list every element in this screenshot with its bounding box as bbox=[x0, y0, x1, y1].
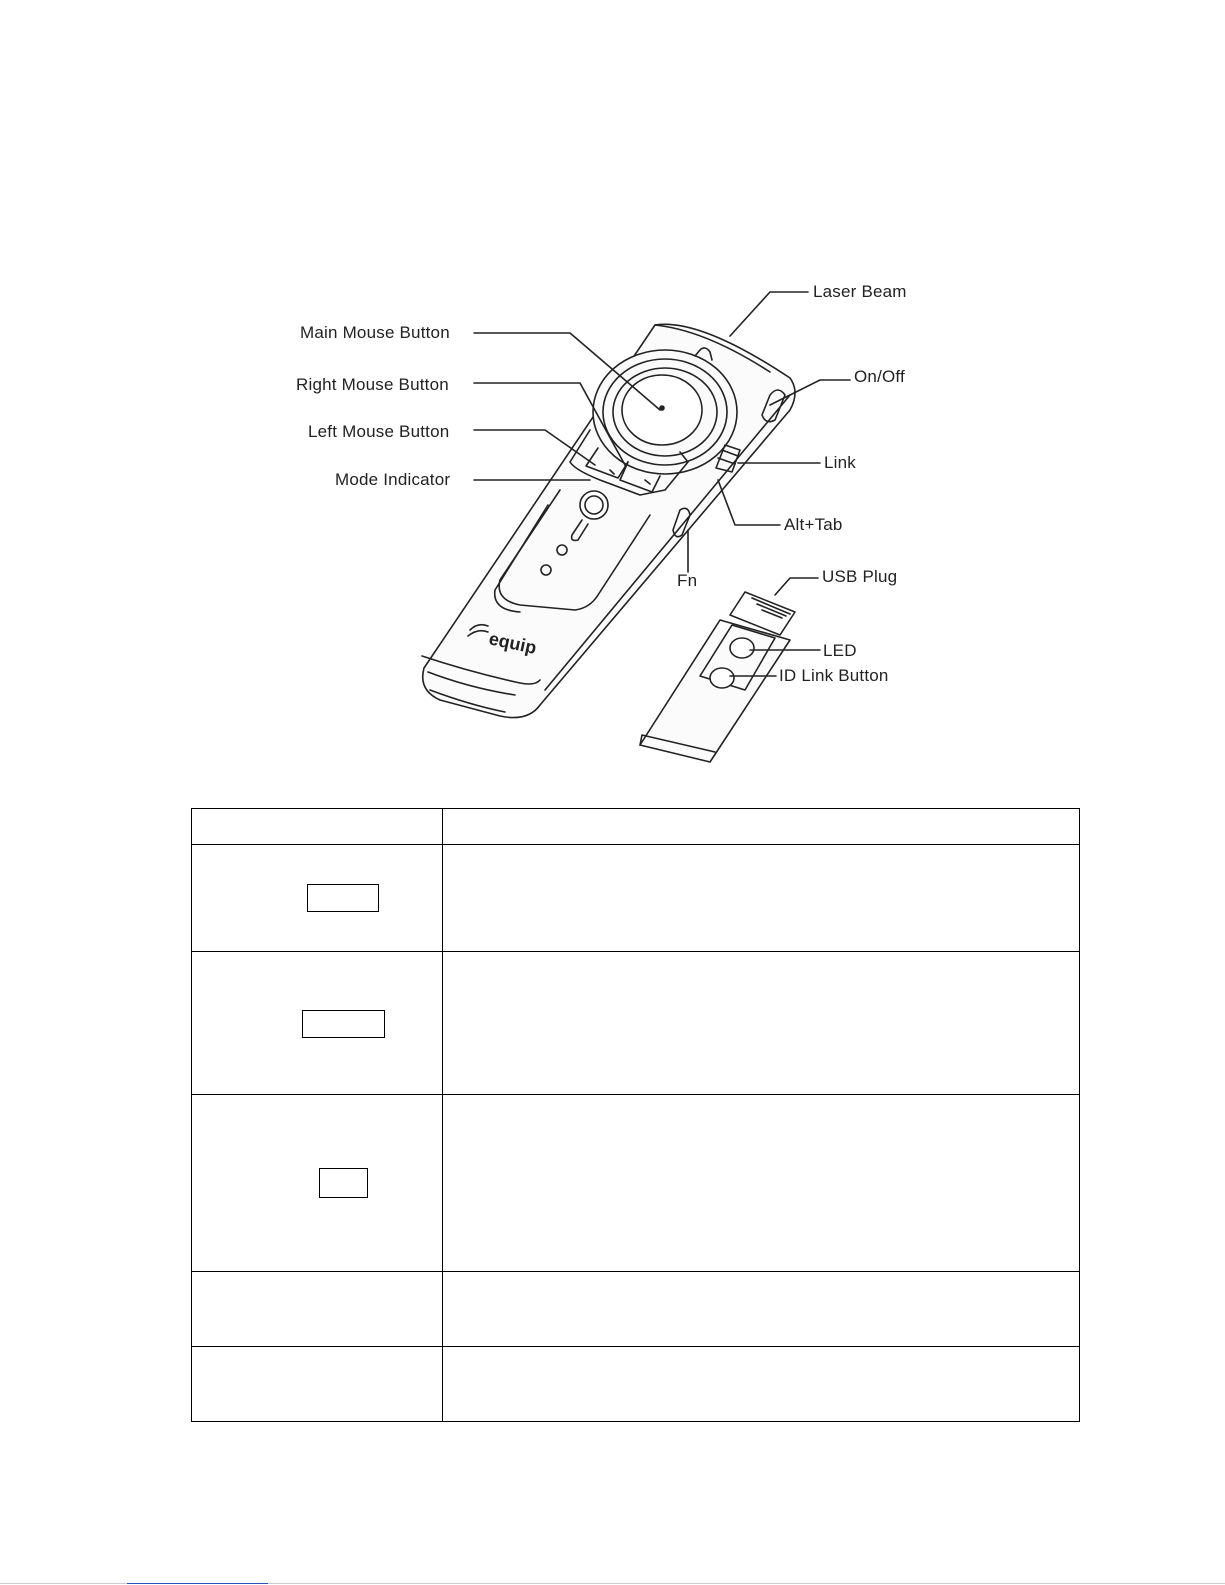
table-header-rule bbox=[192, 844, 1079, 845]
callout-led: LED bbox=[823, 641, 857, 660]
callout-main-mouse-button: Main Mouse Button bbox=[300, 323, 450, 342]
callout-on-off: On/Off bbox=[854, 367, 905, 386]
key-box-row-1 bbox=[307, 884, 379, 912]
footnote-separator bbox=[127, 1583, 268, 1584]
callout-right-mouse-button: Right Mouse Button bbox=[296, 375, 449, 394]
device-illustration bbox=[0, 0, 1225, 780]
table-column-divider bbox=[442, 809, 443, 1421]
callout-left-mouse-button: Left Mouse Button bbox=[308, 422, 450, 441]
callout-usb-plug: USB Plug bbox=[822, 567, 898, 586]
svg-text:equip: equip bbox=[487, 628, 539, 658]
table-row-rule bbox=[192, 1346, 1079, 1347]
key-box-row-3 bbox=[319, 1168, 368, 1198]
function-table bbox=[191, 808, 1080, 1422]
table-row-rule bbox=[192, 1094, 1079, 1095]
callout-mode-indicator: Mode Indicator bbox=[335, 470, 451, 489]
callout-link: Link bbox=[824, 453, 856, 472]
main-mouse-ball bbox=[593, 348, 737, 474]
key-box-row-2 bbox=[302, 1010, 385, 1038]
table-row-rule bbox=[192, 1271, 1079, 1272]
callout-id-link-button: ID Link Button bbox=[779, 666, 889, 685]
table-row-rule bbox=[192, 951, 1079, 952]
usb-receiver bbox=[640, 592, 795, 762]
callout-fn: Fn bbox=[677, 571, 698, 590]
callout-alt-tab: Alt+Tab bbox=[784, 515, 843, 534]
callout-laser-beam: Laser Beam bbox=[813, 282, 907, 301]
